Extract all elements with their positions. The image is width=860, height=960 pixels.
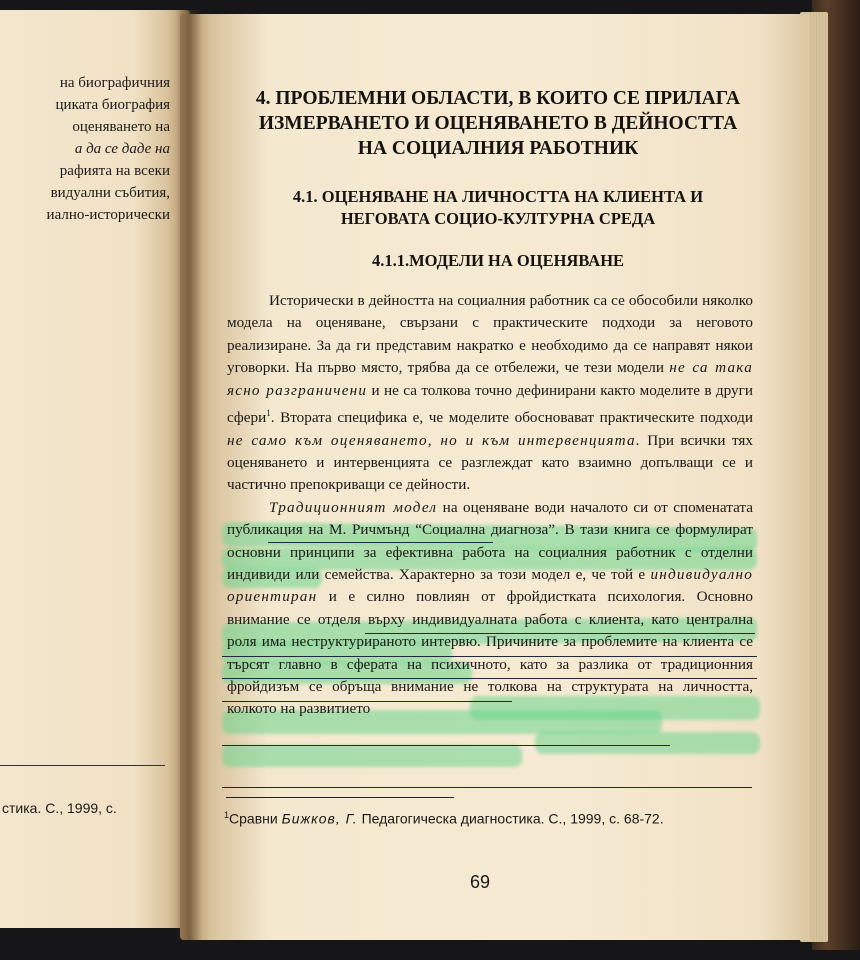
pen-underline [222,725,670,746]
left-footnote-rule [0,765,165,766]
paragraph-1: Исторически в дейността на социалния работник са се обособили няколко модела на оценяване, свързани с практическите подходи за неговото реализиране. За да ги представим накратко е необходимо да се направят някои уговорки. На първо място, трябва да се отбележи, че тези модели не са така ясно разграничени и не са толкова точно дефинирани както моделите в други сфери$^1$. Втората специфика е, че моделите обосновават практическите подходи не само към оценяването, но и към интервенцията. При всички тях оценяването и интервенцията се разглеждат като взаимно допълващи се и частично препокриващи се дейности. [227,292,753,494]
chapter-heading [228,86,768,161]
footnote-ref: 1 [266,408,271,419]
left-page-text [6,72,170,226]
emphasis: не само към оценяването, но и към интервенцията. [227,431,641,449]
left-line: рафията на всеки [59,163,170,179]
left-line: иално-исторически [46,207,170,223]
footnote-rule [226,797,454,798]
footnote: $^1$Сравни Бижков, Г. Педагогическа диагностика. С., 1999, с. 68-72. [224,810,664,827]
section-heading [228,186,768,230]
book-gutter [176,10,202,940]
left-line: оценяването на [72,119,170,135]
heading-line: НЕГОВАТА СОЦИО-КУЛТУРНА СРЕДА [340,209,656,228]
footnote-number: 1 [224,810,230,820]
left-line: на биографичния [59,75,170,91]
emphasis: индивидуално ориентиран [227,565,753,606]
body-text [227,290,753,721]
footnote-author: Бижков, Г. [281,810,358,827]
heading-line: НА СОЦИАЛНИЯ РАБОТНИК [357,138,639,159]
highlight-mark [222,745,522,767]
left-footnote-fragment: стика. С., 1999, с. [2,800,117,816]
heading-line: 4.1. ОЦЕНЯВАНЕ НА ЛИЧНОСТТА НА КЛИЕНТА И [292,187,704,206]
left-line: видуални събития, [50,185,170,201]
subsection-heading: 4.1.1.МОДЕЛИ НА ОЦЕНЯВАНЕ [371,251,625,270]
emphasis: не са така ясно разграничени [227,359,753,399]
left-line: цикатa биография [55,97,170,113]
left-line: а да се даде на [74,141,170,157]
left-page [0,10,190,928]
paragraph-2: Традиционният модел на оценяване води началото си от споменатата публикация на М. Ричмънд “Социална диагноза”. В тази книга се формулират основни принципи за ефективна работа на социалния работник с отделни индивиди или семейства. Характерно за този модел е, че той е индивидуално ориентиран и е силно повлиян от фройдистката психология. Основно внимание се отделя върху индивидуалната работа с клиента, като централна роля има неструктурираното интервю. Причините за проблемите на клиента се търсят главно в сферата на психичното, като за разлика от традиционния фройдизъм се обръща внимание не толкова на структурата на личността, колкото на развитието [227,498,753,718]
pen-underline [222,767,752,788]
emphasis: Традиционният модел [269,498,438,516]
heading-line: 4. ПРОБЛЕМНИ ОБЛАСТИ, В КОИТО СЕ ПРИЛАГА [255,88,741,109]
page-number: 69 [469,872,491,892]
heading-line: ИЗМЕРВАНЕТО И ОЦЕНЯВАНЕТО В ДЕЙНОСТТА [258,113,738,134]
